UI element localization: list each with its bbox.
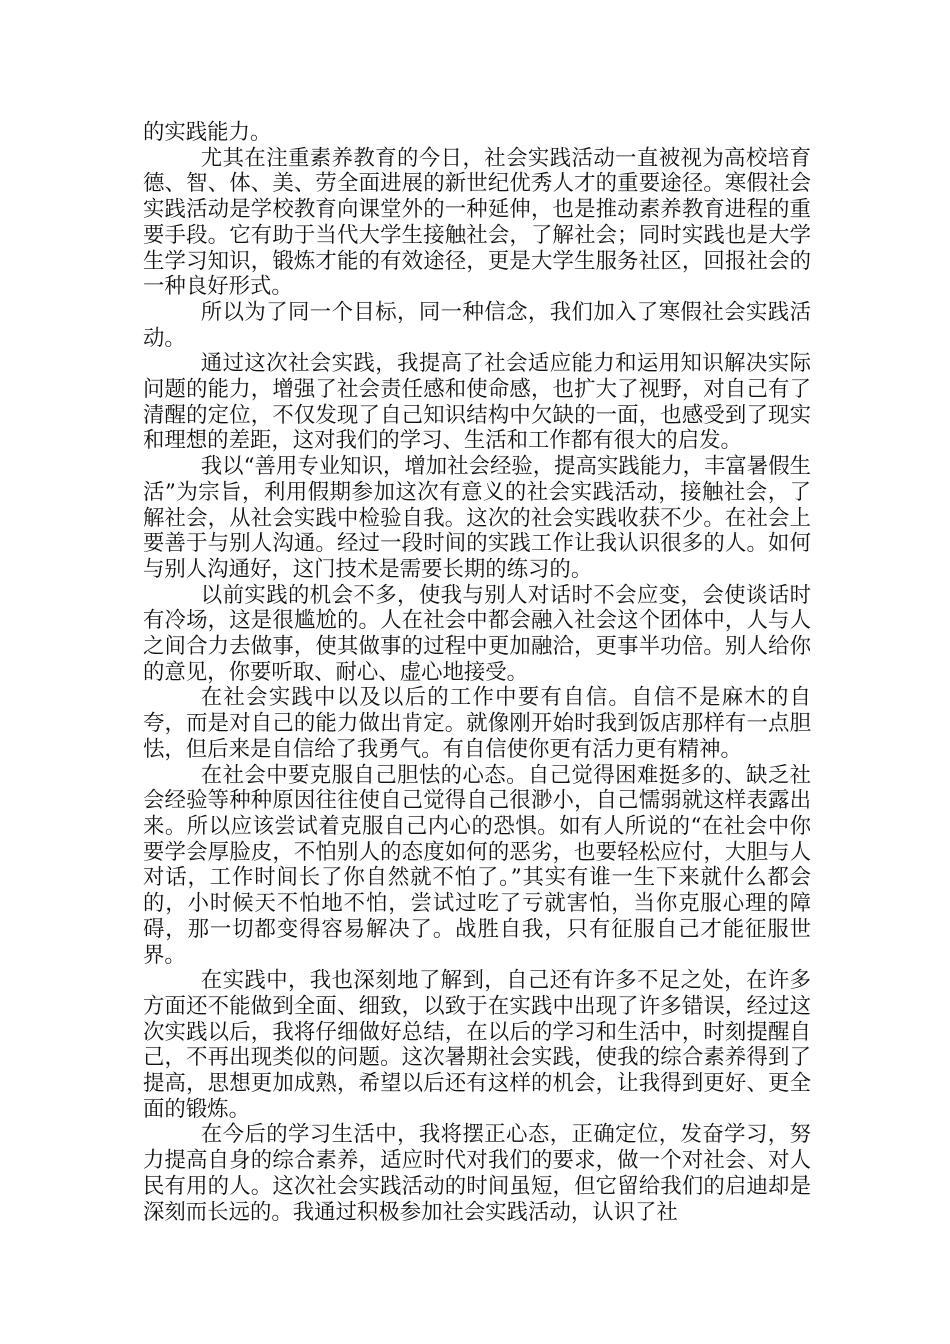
paragraph-confidence: 在社会实践中以及以后的工作中要有自信。自信不是麻木的自夸，而是对自己的能力做出肯定。就像刚开始时我到饭店那样有一点胆怯，但后来是自信给了我勇气。有自信使你更有活力更有精神。 [143, 685, 811, 762]
paragraph-joining-practice: 所以为了同一个目标，同一种信念，我们加入了寒假社会实践活动。 [143, 299, 811, 351]
paragraph-overcome-timidity: 在社会中要克服自己胆怯的心态。自己觉得困难挺多的、缺乏社会经验等种种原因往往使自己觉得自己很渺小，自己懦弱就这样表露出来。所以应该尝试着克服自己内心的恐惧。如有人所说的“在社会中你要学会厚脸皮，不怕别人的态度如何的恶劣，也要轻松应付，大胆与人对话，工作时间长了你自然就不怕了。”其实有谁一生下来就什么都会的，小时候天不怕地不怕，尝试过吃了亏就害怕，当你克服心理的障碍，那一切都变得容易解决了。战胜自我，只有征服自己才能征服世界。 [143, 762, 811, 968]
document-page [143, 120, 811, 1225]
paragraph-quality-education: 尤其在注重素养教育的今日，社会实践活动一直被视为高校培育德、智、体、美、劳全面进展的新世纪优秀人才的重要途径。寒假社会实践活动是学校教育向课堂外的一种延伸，也是推动素养教育进程的重要手段。它有助于当代大学生接触社会，了解社会；同时实践也是大学生学习知识，锻炼才能的有效途径，更是大学生服务社区，回报社会的一种良好形式。 [143, 145, 811, 300]
paragraph-purpose: 我以“善用专业知识，增加社会经验，提高实践能力，丰富暑假生活”为宗旨，利用假期参加这次有意义的社会实践活动，接触社会，了解社会，从社会实践中检验自我。这次的社会实践收获不少。在社会上要善于与别人沟通。经过一段时间的实践工作让我认识很多的人。如何与别人沟通好，这门技术是需要长期的练习的。 [143, 454, 811, 582]
paragraph-continuation: 的实践能力。 [143, 120, 272, 145]
paragraph-shortcomings: 在实践中，我也深刻地了解到，自己还有许多不足之处，在许多方面还不能做到全面、细致，以致于在实践中出现了许多错误，经过这次实践以后，我将仔细做好总结，在以后的学习和生活中，时刻提醒自己，不再出现类似的问题。这次暑期社会实践，使我的综合素养得到了提高，思想更加成熟，希望以后还有这样的机会，让我得到更好、更全面的锻炼。 [143, 968, 811, 1122]
paragraph-future: 在今后的学习生活中，我将摆正心态，正确定位，发奋学习，努力提高自身的综合素养，适应时代对我们的要求，做一个对社会、对人民有用的人。这次社会实践活动的时间虽短，但它留给我们的启迪却是深刻而长远的。我通过积极参加社会实践活动，认识了社 [143, 1122, 811, 1225]
paragraph-communication: 以前实践的机会不多，使我与别人对话时不会应变，会使谈话时有冷场，这是很尴尬的。人在社会中都会融入社会这个团体中，人与人之间合力去做事，使其做事的过程中更加融洽，更事半功倍。别人给你的意见，你要听取、耐心、虚心地接受。 [143, 582, 811, 685]
paragraph-gains: 通过这次社会实践，我提高了社会适应能力和运用知识解决实际问题的能力，增强了社会责任感和使命感，也扩大了视野，对自己有了清醒的定位，不仅发现了自己知识结构中欠缺的一面，也感受到了现实和理想的差距，这对我们的学习、生活和工作都有很大的启发。 [143, 351, 811, 454]
